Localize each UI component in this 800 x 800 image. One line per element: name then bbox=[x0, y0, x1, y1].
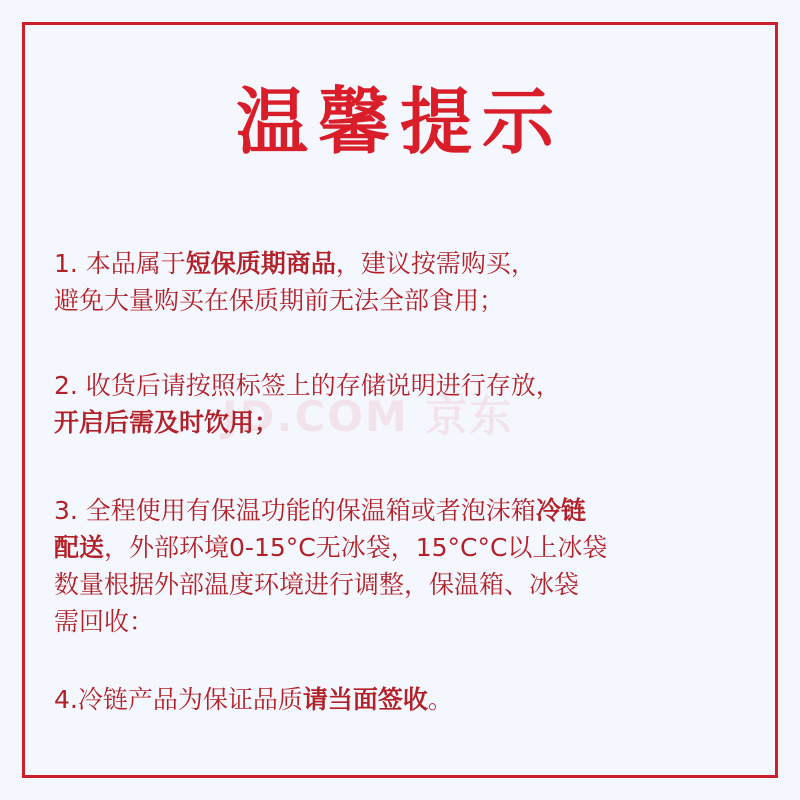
notice-item-4 bbox=[54, 681, 754, 718]
notice-text: 4.冷链产品为保证品质 bbox=[54, 685, 303, 714]
watermark-logo: JD.COM 京东 bbox=[222, 392, 514, 441]
emphasized-text: 请当面签收 bbox=[302, 685, 428, 714]
notice-line bbox=[54, 529, 754, 566]
notice-line bbox=[54, 681, 754, 718]
notice-text: 2. 收货后请按照标签上的存储说明进行存放， bbox=[54, 371, 561, 400]
notice-text: 需回收： bbox=[54, 607, 155, 636]
notice-item-2 bbox=[54, 367, 754, 441]
notice-line bbox=[54, 404, 754, 441]
emphasized-text: 开启后需及时饮用； bbox=[54, 408, 280, 437]
notice-line bbox=[54, 492, 754, 529]
notice-text: 。 bbox=[427, 685, 453, 714]
notice-text: 数量根据外部温度环境进行调整，保温箱、冰袋 bbox=[54, 570, 580, 599]
notice-text: 避免大量购买在保质期前无法全部食用； bbox=[54, 286, 505, 315]
notice-text: 3. 全程使用有保温功能的保温箱或者泡沫箱 bbox=[54, 496, 536, 525]
page-title: 温馨提示 bbox=[235, 80, 564, 164]
notice-text: ，外部环境0-15°C无冰袋，15°C°C以上冰袋 bbox=[104, 533, 608, 562]
notice-line bbox=[54, 603, 754, 640]
notice-text: 1. 本品属于 bbox=[54, 249, 186, 278]
emphasized-text: 配送 bbox=[54, 533, 105, 562]
notice-line bbox=[54, 282, 754, 319]
notice-item-3 bbox=[54, 492, 754, 640]
notice-line bbox=[54, 566, 754, 603]
notice-line bbox=[54, 367, 754, 404]
notice-item-1 bbox=[54, 245, 754, 319]
emphasized-text: 短保质期商品 bbox=[185, 249, 336, 278]
notice-line bbox=[54, 245, 754, 282]
emphasized-text: 冷链 bbox=[535, 496, 586, 525]
notice-text: ，建议按需购买， bbox=[335, 249, 536, 278]
